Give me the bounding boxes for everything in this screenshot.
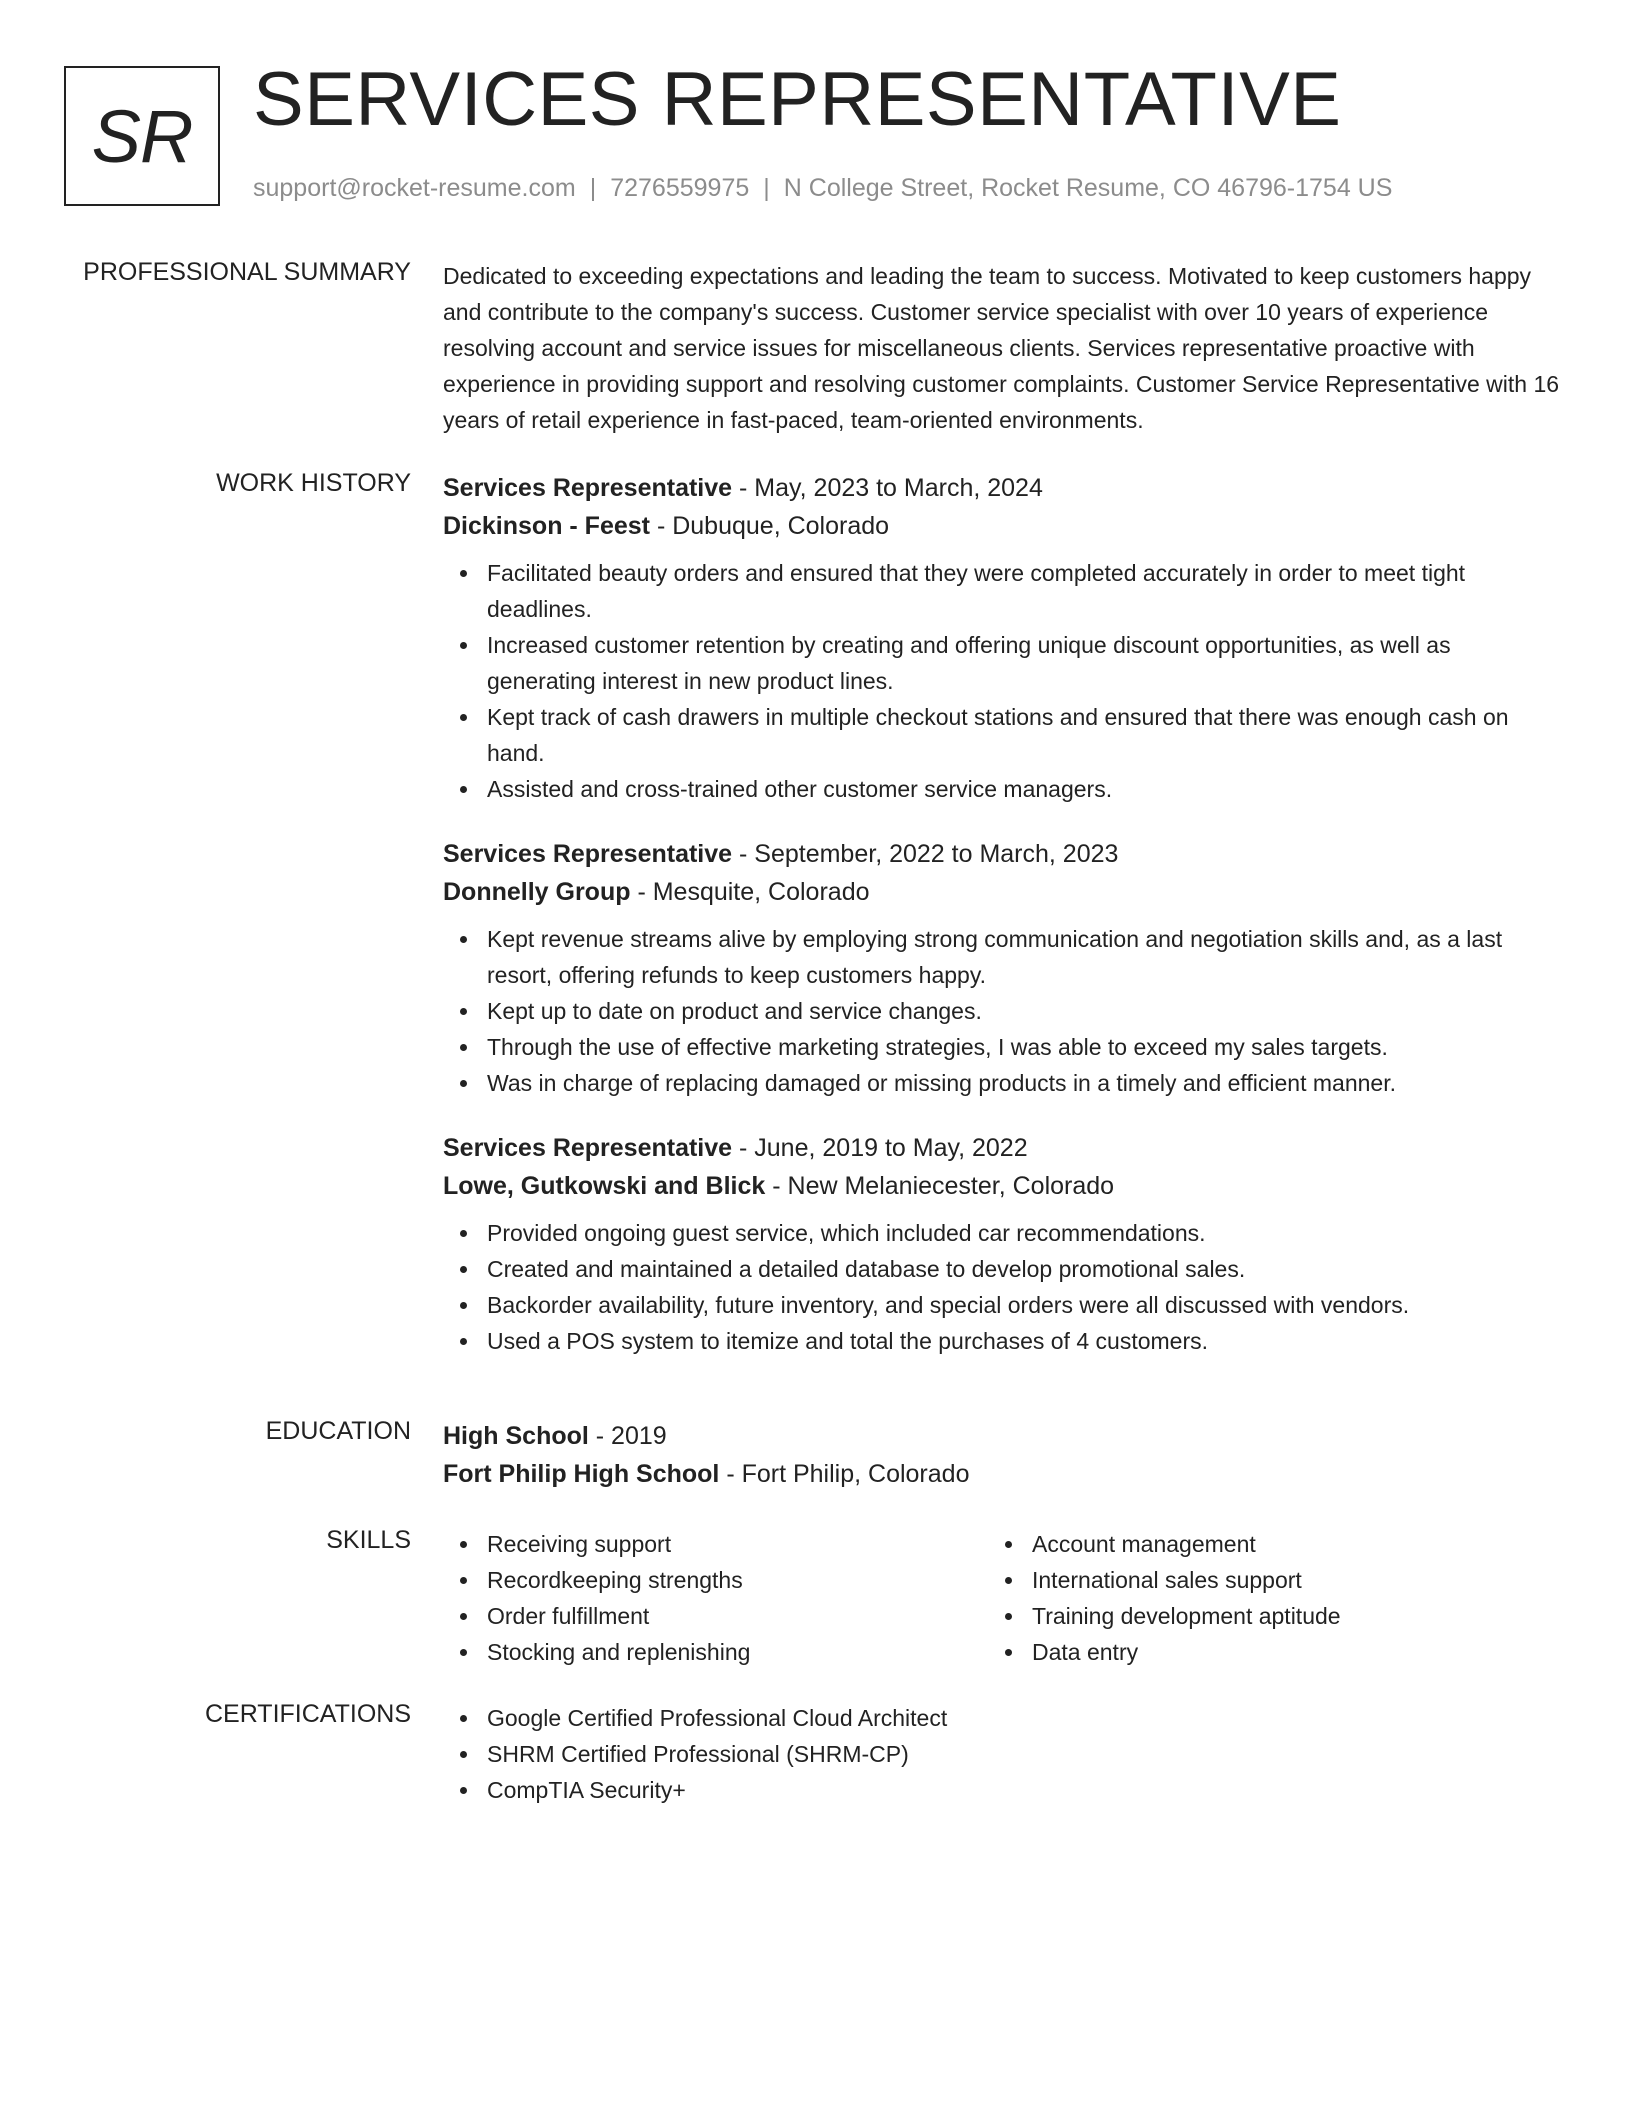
work-label: WORK HISTORY xyxy=(216,469,411,497)
certifications-list xyxy=(443,1700,1563,1808)
job-bullet: Created and maintained a detailed database to develop promotional sales. xyxy=(487,1251,1563,1287)
skills-columns xyxy=(443,1526,1563,1670)
summary-body xyxy=(443,258,1563,438)
job-bullet: Kept revenue streams alive by employing strong communication and negotiation skills and, as a last resort, offering refunds to keep customers happy. xyxy=(487,921,1563,993)
job-title: Services Representative xyxy=(443,474,733,502)
job-entry xyxy=(443,469,1563,807)
job-company: Lowe, Gutkowski and Blick xyxy=(443,1172,766,1200)
education-school: Fort Philip High School xyxy=(443,1460,720,1488)
education-body xyxy=(443,1417,1563,1493)
job-bullet: Facilitated beauty orders and ensured that they were completed accurately in order to meet tight deadlines. xyxy=(487,555,1563,627)
job-bullet: Was in charge of replacing damaged or missing products in a timely and efficient manner. xyxy=(487,1065,1563,1101)
summary-text: Dedicated to exceeding expectations and leading the team to success. Motivated to keep customers happy and contribute to the company's success. Customer service specialist with over 10 years of experience resolving account and service issues for miscellaneous clients. Services representative proactive with experience in providing support and resolving customer complaints. Customer Service Representative with 16 years of retail experience in fast-paced, team-oriented environments. xyxy=(443,263,1560,433)
education-label: EDUCATION xyxy=(265,1417,411,1445)
work-body xyxy=(443,469,1563,1387)
job-bullets xyxy=(443,1215,1563,1359)
job-company-line xyxy=(443,1167,1563,1205)
job-bullet: Kept up to date on product and service changes. xyxy=(487,993,1563,1029)
summary-label: PROFESSIONAL SUMMARY xyxy=(83,258,411,286)
education-location: - Fort Philip, Colorado xyxy=(719,1460,970,1488)
contact-phone: 7276559975 xyxy=(610,174,750,202)
job-dates: - September, 2022 to March, 2023 xyxy=(732,840,1119,868)
job-location: - Mesquite, Colorado xyxy=(630,878,870,906)
job-company: Donnelly Group xyxy=(443,878,631,906)
skill-item: Stocking and replenishing xyxy=(487,1634,988,1670)
contact-separator: | xyxy=(763,174,770,202)
skills-column-right xyxy=(988,1526,1533,1670)
job-bullet: Used a POS system to itemize and total the purchases of 4 customers. xyxy=(487,1323,1563,1359)
job-title-line xyxy=(443,469,1563,507)
job-dates: - May, 2023 to March, 2024 xyxy=(732,474,1043,502)
job-title: Services Representative xyxy=(443,840,733,868)
skill-item: Receiving support xyxy=(487,1526,988,1562)
education-year: - 2019 xyxy=(588,1422,667,1450)
monogram: SR xyxy=(64,66,220,206)
job-dates: - June, 2019 to May, 2022 xyxy=(732,1134,1028,1162)
certification-item: CompTIA Security+ xyxy=(487,1772,1563,1808)
job-entry xyxy=(443,1129,1563,1359)
certifications-body xyxy=(443,1700,1563,1808)
job-title: Services Representative xyxy=(443,1134,733,1162)
resume-name: SERVICES REPRESENTATIVE xyxy=(253,57,1342,142)
job-company-line xyxy=(443,873,1563,911)
job-company: Dickinson - Feest xyxy=(443,512,650,540)
contact-separator: | xyxy=(589,174,597,202)
skills-list xyxy=(443,1526,988,1670)
contact-line xyxy=(253,174,1392,203)
skill-item: Data entry xyxy=(1032,1634,1533,1670)
job-bullet: Backorder availability, future inventory, and special orders were all discussed with vendors. xyxy=(487,1287,1563,1323)
education-school-line xyxy=(443,1455,1563,1493)
contact-address: N College Street, Rocket Resume, CO 46796-1754 US xyxy=(783,174,1393,202)
skills-label: SKILLS xyxy=(326,1526,411,1554)
education-degree-line xyxy=(443,1417,1563,1455)
job-bullet: Assisted and cross-trained other customer service managers. xyxy=(487,771,1563,807)
job-entry xyxy=(443,835,1563,1101)
job-bullet: Provided ongoing guest service, which included car recommendations. xyxy=(487,1215,1563,1251)
certifications-label: CERTIFICATIONS xyxy=(204,1700,411,1728)
job-title-line xyxy=(443,835,1563,873)
job-bullets xyxy=(443,555,1563,807)
job-location: - New Melaniecester, Colorado xyxy=(765,1172,1115,1200)
skill-item: Training development aptitude xyxy=(1032,1598,1533,1634)
contact-email: support@rocket-resume.com xyxy=(253,174,576,202)
job-bullet: Increased customer retention by creating and offering unique discount opportunities, as well as generating interest in new product lines. xyxy=(487,627,1563,699)
skills-list xyxy=(988,1526,1533,1670)
job-bullets xyxy=(443,921,1563,1101)
certification-item: Google Certified Professional Cloud Architect xyxy=(487,1700,1563,1736)
skills-body xyxy=(443,1526,1563,1670)
skill-item: Account management xyxy=(1032,1526,1533,1562)
certification-item: SHRM Certified Professional (SHRM-CP) xyxy=(487,1736,1563,1772)
job-company-line xyxy=(443,507,1563,545)
job-bullet: Through the use of effective marketing strategies, I was able to exceed my sales targets. xyxy=(487,1029,1563,1065)
skills-column-left xyxy=(443,1526,988,1670)
job-bullet: Kept track of cash drawers in multiple checkout stations and ensured that there was enough cash on hand. xyxy=(487,699,1563,771)
job-location: - Dubuque, Colorado xyxy=(650,512,890,540)
education-degree: High School xyxy=(443,1422,589,1450)
skill-item: Recordkeeping strengths xyxy=(487,1562,988,1598)
skill-item: Order fulfillment xyxy=(487,1598,988,1634)
job-title-line xyxy=(443,1129,1563,1167)
skill-item: International sales support xyxy=(1032,1562,1533,1598)
